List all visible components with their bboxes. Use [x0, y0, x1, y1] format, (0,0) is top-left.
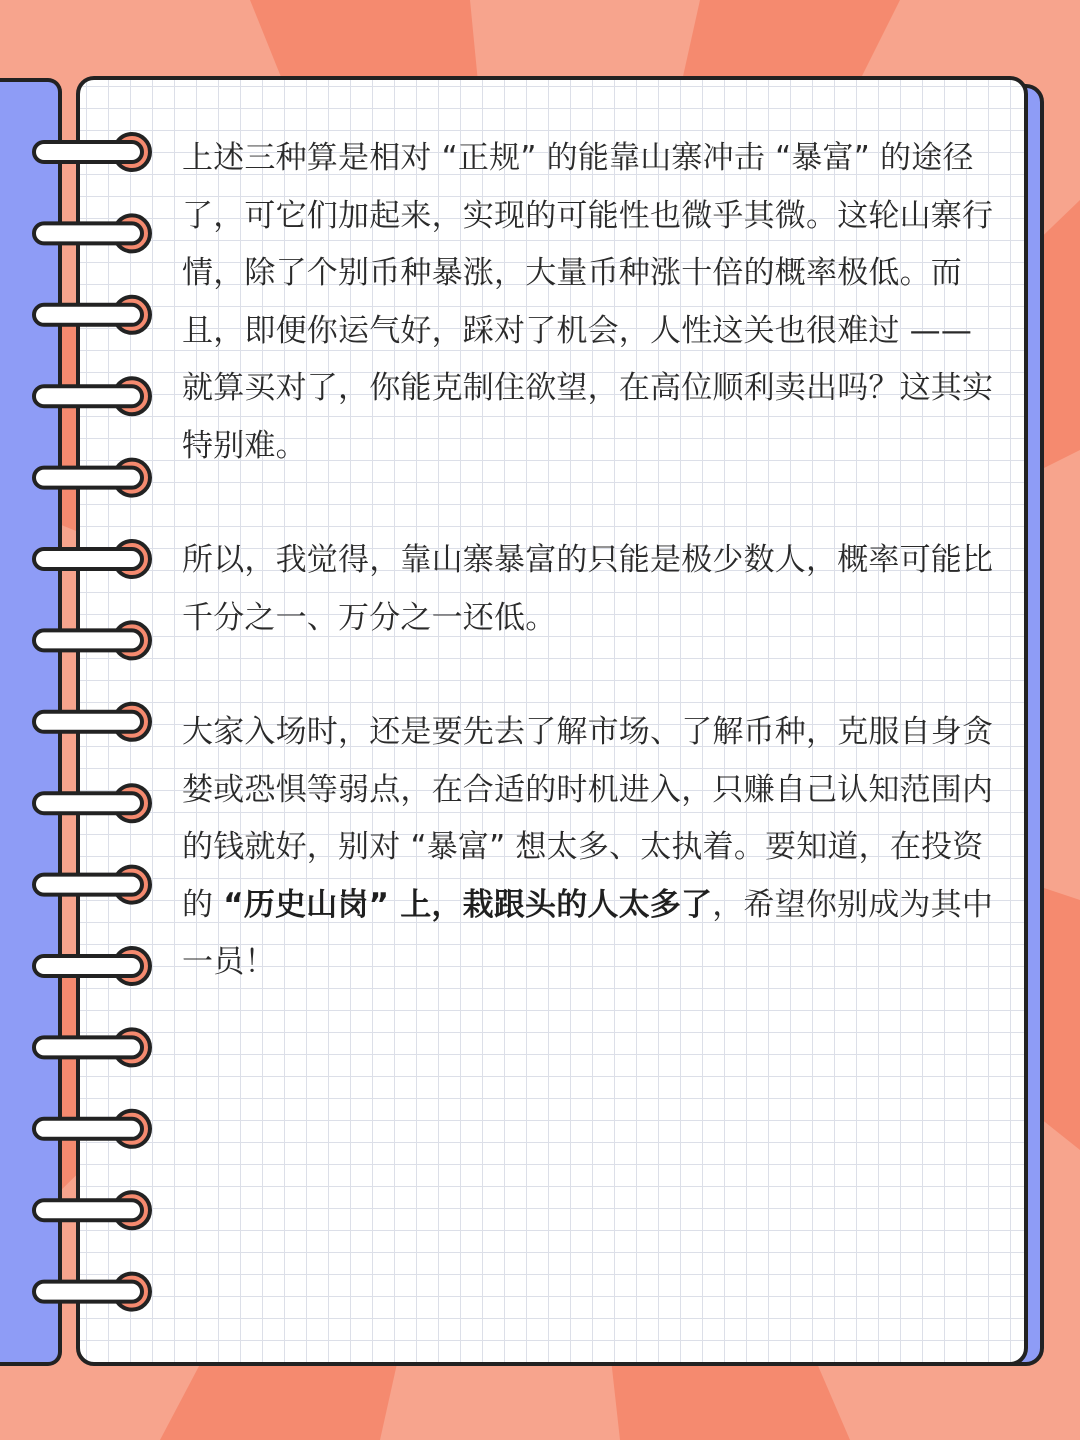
paragraph-1: 上述三种算是相对 “正规” 的能靠山寨冲击 “暴富” 的途径了，可它们加起来，实现的可能性也微乎其微。这轮山寨行情，除了个别币种暴涨，大量币种涨十倍的概率极低。而且，即便你运气好，踩对了机会，人性这关也很难过 —— 就算买对了，你能克制住欲望，在高位顺利卖出吗？这其实特别难。 [182, 140, 994, 464]
binding-ring [34, 541, 150, 577]
binding-ring [34, 215, 150, 251]
binding-ring [34, 1111, 150, 1147]
binding-ring [34, 704, 150, 740]
binding-ring [34, 297, 150, 333]
binding-ring [34, 948, 150, 984]
paragraph-3-text: 大家入场时，还是要先去了解市场、了解币种，克服自身贪婪或恐惧等弱点，在合适的时机进入，只赚自己认知范围内的钱就好，别对 “暴富” 想太多、太执着。要知道，在投资的 [182, 714, 994, 923]
binding-ring [34, 1029, 150, 1065]
paragraph-2: 所以，我觉得，靠山寨暴富的只能是极少数人，概率可能比千分之一、万分之一还低。 [182, 542, 994, 636]
binding-ring [34, 622, 150, 658]
paragraph-3 [182, 704, 1012, 992]
binding-ring [34, 134, 150, 170]
paragraph-3-ending: ，希望你别成为其中一员！ [182, 886, 994, 980]
binding-ring [34, 1274, 150, 1310]
binding-ring [34, 867, 150, 903]
binding-ring [34, 1192, 150, 1228]
binding-ring [34, 460, 150, 496]
notebook-text [182, 130, 1012, 1049]
spiral-binding [0, 0, 180, 1440]
paragraph-3-emphasis: “历史山岗” 上，栽跟头的人太多了 [223, 886, 713, 923]
binding-ring [34, 378, 150, 414]
binding-ring [34, 785, 150, 821]
